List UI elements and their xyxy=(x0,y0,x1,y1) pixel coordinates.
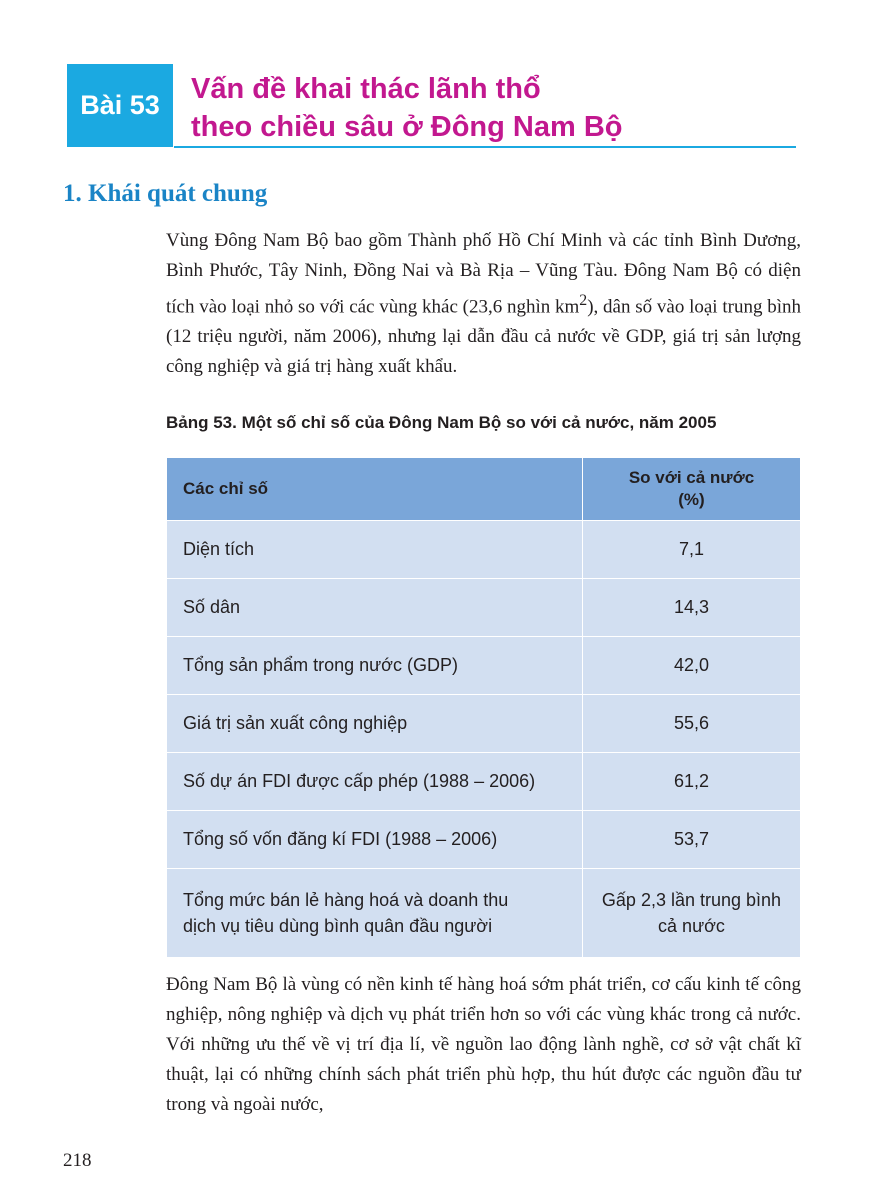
table-row xyxy=(167,811,801,869)
table-caption: Bảng 53. Một số chỉ số của Đông Nam Bộ so với cả nước, năm 2005 xyxy=(166,413,717,432)
lesson-title xyxy=(191,70,801,146)
indicator-table xyxy=(166,457,801,958)
table-row xyxy=(167,521,801,579)
row-value: 7,1 xyxy=(583,521,801,579)
row-value: 61,2 xyxy=(583,753,801,811)
lesson-number-badge xyxy=(67,64,173,147)
economy-paragraph: Đông Nam Bộ là vùng có nền kinh tế hàng hoá sớm phát triển, cơ cấu kinh tế công nghiệp, nông nghiệp và dịch vụ phát triển hơn so với các vùng khác trong cả nước. Với những ưu thế về vị trí địa lí, về nguồn lao động lành nghề, cơ sở vật chất kĩ thuật, lại có những chính sách phát triển phù hợp, thu hút được các nguồn đầu tư trong và ngoài nước, xyxy=(166,974,801,1115)
row-value: 14,3 xyxy=(583,579,801,637)
row-value: 55,6 xyxy=(583,695,801,753)
row-indicator: Tổng sản phẩm trong nước (GDP) xyxy=(167,637,583,695)
lesson-title-line-1: Vấn đề khai thác lãnh thổ xyxy=(191,73,541,105)
page-number: 218 xyxy=(63,1150,92,1171)
row-indicator-line-2: dịch vụ tiêu dùng bình quân đầu người xyxy=(183,916,493,936)
row-value: 42,0 xyxy=(583,637,801,695)
table-row xyxy=(167,869,801,958)
row-value xyxy=(583,869,801,958)
header-comparison-line-2: (%) xyxy=(678,490,705,509)
title-underline xyxy=(174,146,796,148)
table-header-row xyxy=(167,458,801,521)
section-heading: 1. Khái quát chung xyxy=(63,180,268,207)
row-value-line-2: cả nước xyxy=(658,916,725,936)
row-indicator: Số dân xyxy=(167,579,583,637)
superscript-2: 2 xyxy=(579,292,588,309)
row-indicator: Diện tích xyxy=(167,521,583,579)
row-value-line-1: Gấp 2,3 lần trung bình xyxy=(601,890,782,910)
row-indicator-line-1: Tổng mức bán lẻ hàng hoá và doanh thu xyxy=(183,890,509,910)
row-indicator: Tổng số vốn đăng kí FDI (1988 – 2006) xyxy=(167,811,583,869)
row-value: 53,7 xyxy=(583,811,801,869)
row-indicator: Số dự án FDI được cấp phép (1988 – 2006) xyxy=(167,753,583,811)
table-row xyxy=(167,695,801,753)
header-indicator: Các chỉ số xyxy=(167,458,583,521)
lesson-title-line-2: theo chiều sâu ở Đông Nam Bộ xyxy=(191,111,623,143)
header-comparison xyxy=(583,458,801,521)
row-indicator: Giá trị sản xuất công nghiệp xyxy=(167,695,583,753)
lesson-number: Bài 53 xyxy=(80,90,160,120)
table-row xyxy=(167,753,801,811)
header-comparison-line-1: So với cả nước xyxy=(628,468,755,487)
intro-text-part-2: ), dân số vào loại trung bình (12 triệu người, năm 2006), nhưng lại dẫn đầu cả nước về GDP, giá trị sản lượng công nghiệp và giá trị hàng xuất khẩu. xyxy=(166,296,801,378)
intro-text-part-1: Vùng Đông Nam Bộ bao gồm Thành phố Hồ Chí Minh và các tỉnh Bình Dương, Bình Phước, Tây Ninh, Đồng Nai và Bà Rịa – Vũng Tàu. Đông Nam Bộ có diện tích vào loại nhỏ so với các vùng khác (23,6 nghìn km xyxy=(166,230,801,318)
table-row xyxy=(167,579,801,637)
row-indicator xyxy=(167,869,583,958)
intro-paragraph xyxy=(166,226,801,382)
table-row xyxy=(167,637,801,695)
